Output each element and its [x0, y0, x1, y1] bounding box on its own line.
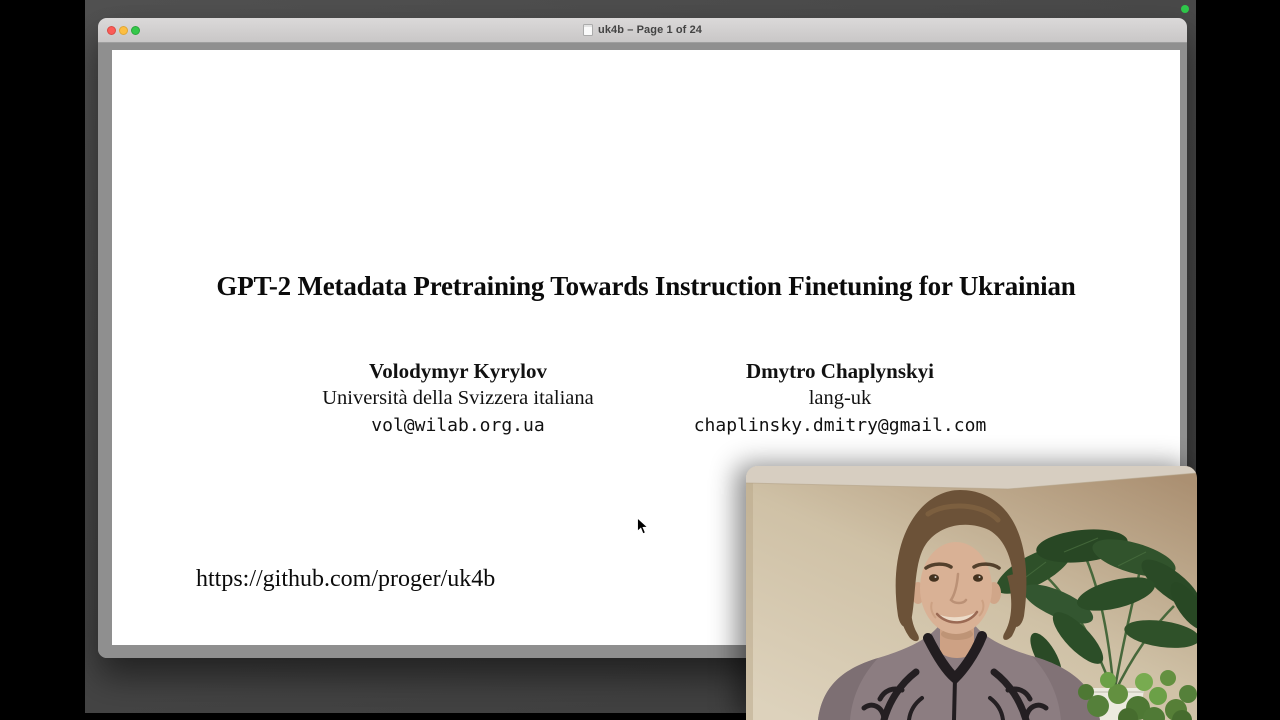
author-email: vol@wilab.org.ua — [371, 415, 545, 436]
github-repo-link[interactable]: https://github.com/proger/uk4b — [196, 566, 496, 592]
presenter-video-frame — [746, 466, 1197, 720]
webcam-overlay — [746, 466, 1197, 720]
slide-title: GPT-2 Metadata Pretraining Towards Instruction Finetuning for Ukrainian — [216, 271, 1076, 301]
wall-corner-shadow — [746, 483, 753, 720]
window-titlebar[interactable] — [98, 18, 1187, 43]
document-proxy-icon[interactable] — [583, 24, 593, 36]
author-affiliation: lang-uk — [808, 387, 872, 409]
author-affiliation: Università della Svizzera italiana — [322, 387, 594, 409]
mouse-cursor-icon — [636, 517, 649, 536]
author-name: Dmytro Chaplynskyi — [745, 359, 935, 383]
author-name: Volodymyr Kyrylov — [369, 359, 547, 383]
author-email: chaplinsky.dmitry@gmail.com — [693, 415, 987, 436]
window-title: uk4b – Page 1 of 24 — [598, 24, 702, 36]
author-block-1 — [258, 358, 658, 439]
recording-indicator-dot — [1181, 5, 1189, 13]
titlebar-title-group — [98, 18, 1187, 42]
author-block-2 — [640, 358, 1040, 439]
